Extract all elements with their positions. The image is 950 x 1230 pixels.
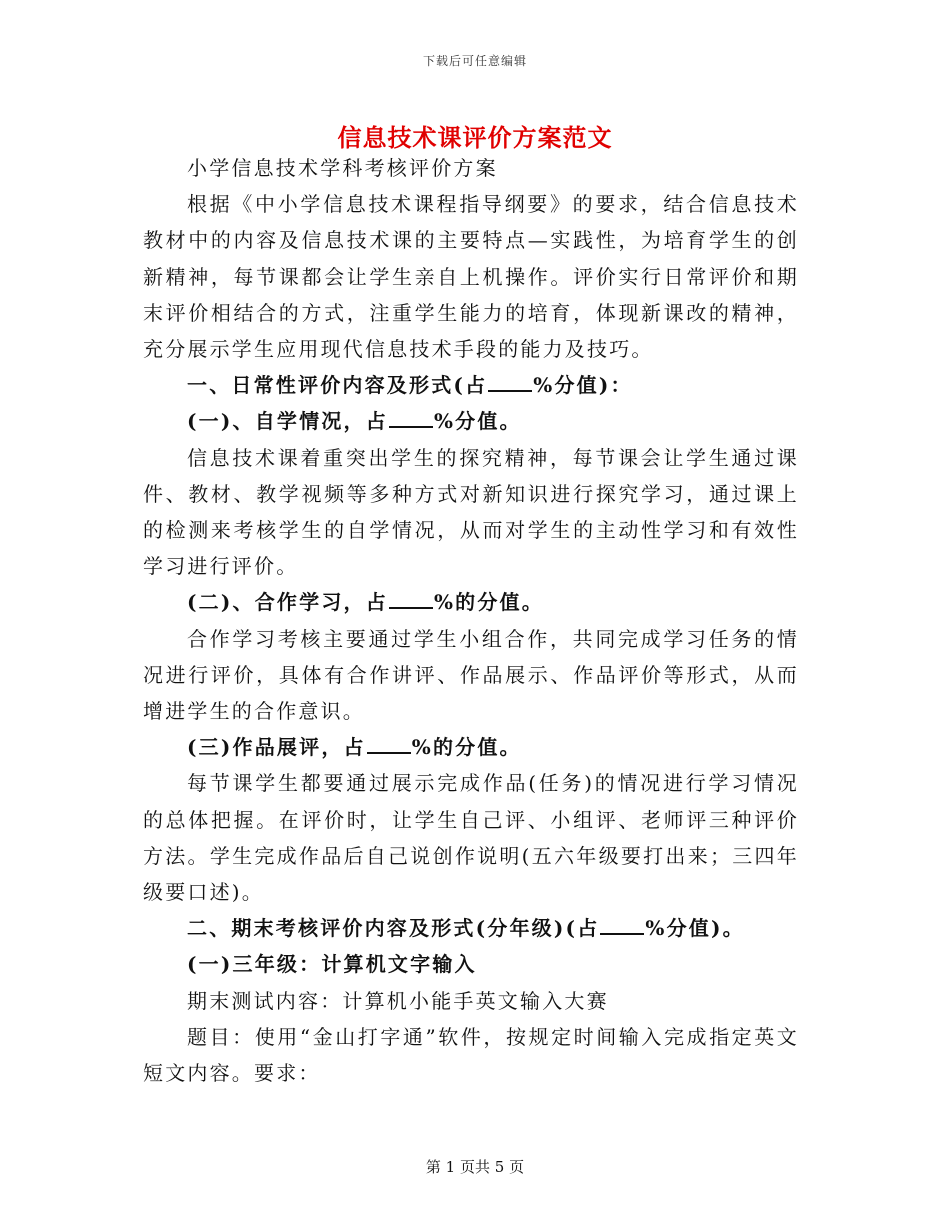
heading-text: (三)作品展评，占 (187, 735, 366, 760)
document-body (143, 150, 799, 1091)
heading-cooperative-learning (143, 584, 799, 620)
heading-grade-three: (一)三年级：计算机文字输入 (187, 952, 477, 977)
heading-self-study (143, 403, 799, 439)
heading-text: (一)、自学情况，占 (187, 409, 388, 434)
intro-paragraph: 根据《中小学信息技术课程指导纲要》的要求，结合信息技术教材中的内容及信息技术课的主要特点—实践性，为培育学生的创新精神，每节课都会让学生亲自上机操作。评价实行日常评价和期末评价相结合的方式，注重学生能力的培育，体现新课改的精神，充分展示学生应用现代信息技术手段的能力及技巧。 (143, 192, 799, 362)
heading-daily-evaluation (143, 367, 799, 403)
page-footer-indicator: 第 1 页共 5 页 (425, 1158, 525, 1176)
heading-work-review (143, 729, 799, 765)
heading-text: %分值)。 (645, 916, 745, 941)
section-subtitle: 小学信息技术学科考核评价方案 (187, 156, 498, 180)
heading-text: (二)、合作学习，占 (187, 590, 388, 615)
heading-final-assessment (143, 910, 799, 946)
fill-blank (367, 738, 411, 754)
fill-blank (488, 376, 532, 392)
heading-text: 一、日常性评价内容及形式(占 (187, 373, 488, 398)
fill-blank (389, 593, 433, 609)
self-study-paragraph: 信息技术课着重突出学生的探究精神，每节课会让学生通过课件、教材、教学视频等多种方式对新知识进行探究学习，通过课上的检测来考核学生的自学情况，从而对学生的主动性学习和有效性学习进行评价。 (143, 445, 799, 579)
final-test-question: 题目：使用“金山打字通”软件，按规定时间输入完成指定英文短文内容。要求： (143, 1024, 799, 1086)
cooperative-learning-paragraph: 合作学习考核主要通过学生小组合作，共同完成学习任务的情况进行评价，具体有合作讲评、作品展示、作品评价等形式，从而增进学生的合作意识。 (143, 626, 799, 724)
fill-blank (600, 919, 644, 935)
heading-text: %分值。 (433, 409, 522, 434)
final-test-content: 期末测试内容：计算机小能手英文输入大赛 (187, 988, 609, 1013)
document-title: 信息技术课评价方案范文 (337, 123, 613, 152)
heading-text: %分值)： (533, 373, 633, 398)
heading-text: %的分值。 (411, 735, 522, 760)
work-review-paragraph: 每节课学生都要通过展示完成作品(任务)的情况进行学习情况的总体把握。在评价时，让学生自己评、小组评、老师评三种评价方法。学生完成作品后自己说创作说明(五六年级要打出来；三四年级要口述)。 (143, 771, 799, 905)
heading-text: %的分值。 (433, 590, 544, 615)
heading-text: 二、期末考核评价内容及形式(分年级)(占 (187, 916, 600, 941)
page-header-note: 下载后可任意编辑 (422, 54, 527, 68)
fill-blank (389, 412, 433, 428)
